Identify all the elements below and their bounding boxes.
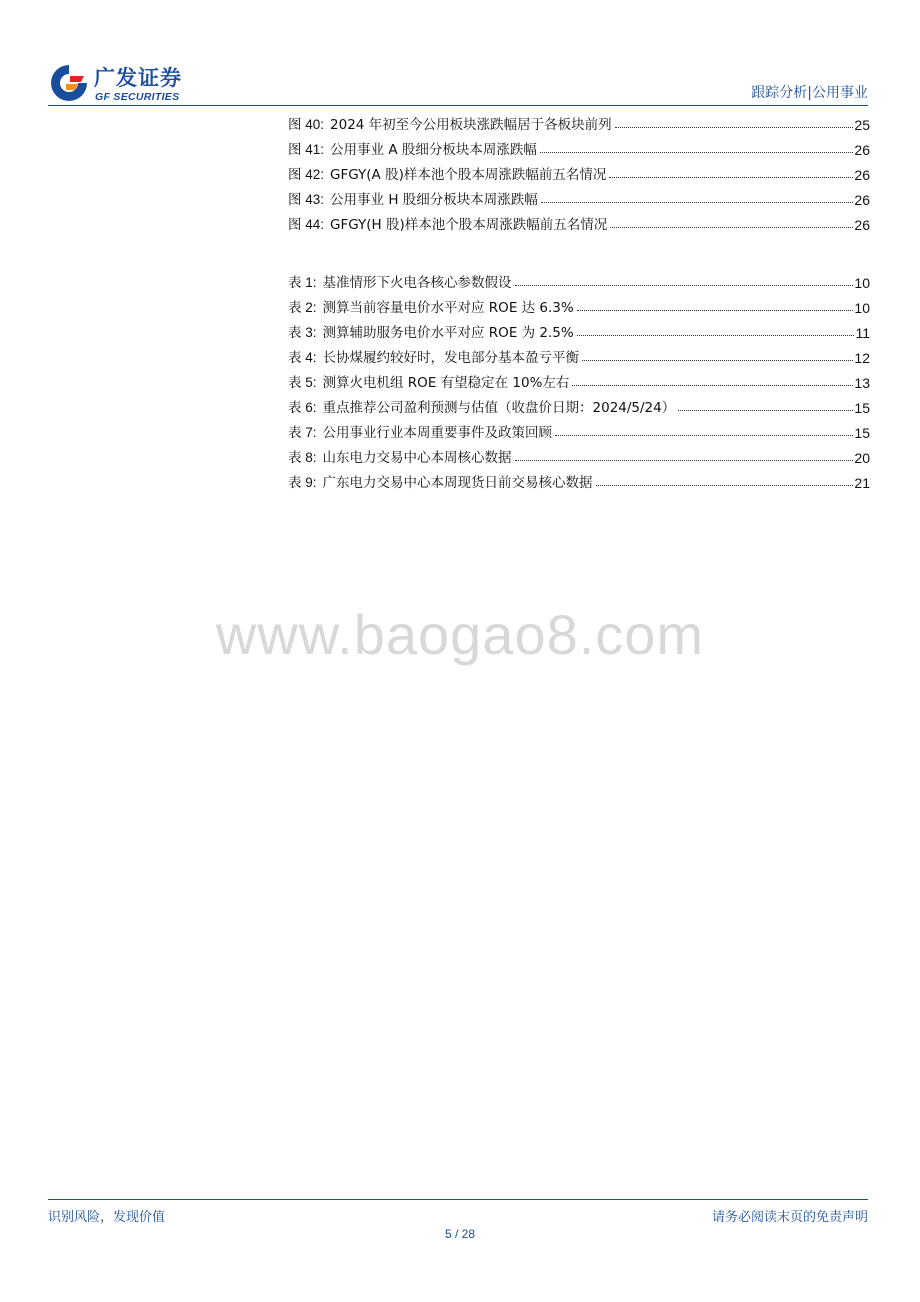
toc-row[interactable]: [288, 441, 870, 466]
brand-name-cn: 广发证券: [94, 66, 182, 90]
toc-row[interactable]: [288, 316, 870, 341]
footer-slogan: 识别风险，发现价值: [48, 1210, 166, 1225]
toc-page: 15: [854, 425, 870, 441]
toc-page: 15: [854, 400, 870, 416]
toc-page: 10: [854, 275, 870, 291]
dot-leader: [515, 284, 854, 286]
dot-leader: [615, 126, 854, 128]
toc-title: 公用事业行业本周重要事件及政策回顾: [322, 425, 553, 441]
toc-number: 表 5:: [288, 375, 317, 390]
toc-page: 21: [854, 475, 870, 491]
toc-number: 表 8:: [288, 450, 317, 465]
toc-row[interactable]: [288, 341, 870, 366]
toc-title: GFGY(H 股)样本池个股本周涨跌幅前五名情况: [330, 217, 608, 233]
dot-leader: [577, 309, 854, 311]
toc-title: 公用事业 H 股细分板块本周涨跌幅: [330, 192, 538, 208]
toc-title: 山东电力交易中心本周核心数据: [322, 450, 512, 466]
dot-leader: [540, 151, 854, 153]
dot-leader: [609, 176, 853, 178]
toc-title: GFGY(A 股)样本池个股本周涨跌幅前五名情况: [330, 167, 607, 183]
brand-name-en: GF SECURITIES: [95, 91, 180, 103]
toc-row[interactable]: [288, 366, 870, 391]
toc-row[interactable]: [288, 266, 870, 291]
toc-page: 13: [854, 375, 870, 391]
dot-leader: [555, 434, 853, 436]
company-logo: [48, 60, 208, 106]
toc-number: 图 42:: [288, 167, 325, 182]
toc-title: 公用事业 A 股细分板块本周涨跌幅: [330, 142, 537, 158]
gf-logo-icon: [48, 62, 90, 104]
toc-page: 11: [855, 325, 870, 341]
toc-number: 表 1:: [288, 275, 317, 290]
toc-title: 广东电力交易中心本周现货日前交易核心数据: [322, 475, 593, 491]
toc-row[interactable]: [288, 158, 870, 183]
toc-page: 26: [854, 142, 870, 158]
footer-divider: [48, 1199, 868, 1200]
toc-number: 图 40:: [288, 117, 325, 132]
toc-page: 26: [854, 167, 870, 183]
figure-list: [288, 108, 870, 233]
dot-leader: [582, 359, 853, 361]
footer-disclaimer: 请务必阅读末页的免责声明: [711, 1210, 868, 1225]
toc-row[interactable]: [288, 183, 870, 208]
toc-row[interactable]: [288, 391, 870, 416]
page-number: 5 / 28: [444, 1227, 476, 1241]
toc-page: 26: [854, 217, 870, 233]
toc-number: 表 4:: [288, 350, 317, 365]
toc-number: 表 7:: [288, 425, 317, 440]
toc-title: 测算火电机组 ROE 有望稳定在 10%左右: [322, 375, 570, 391]
toc-row[interactable]: [288, 108, 870, 133]
toc-title: 测算当前容量电价水平对应 ROE 达 6.3%: [322, 300, 574, 316]
toc-number: 表 9:: [288, 475, 317, 490]
toc-page: 12: [854, 350, 870, 366]
toc-title: 长协煤履约较好时，发电部分基本盈亏平衡: [322, 350, 580, 366]
watermark: www.baogao8.com: [215, 603, 705, 666]
toc-number: 图 44:: [288, 217, 325, 232]
toc-row[interactable]: [288, 133, 870, 158]
toc-number: 图 43:: [288, 192, 325, 207]
toc-title: 基准情形下火电各核心参数假设: [322, 275, 512, 291]
toc-page: 26: [854, 192, 870, 208]
toc-title: 测算辅助服务电价水平对应 ROE 为 2.5%: [322, 325, 574, 341]
dot-leader: [577, 334, 855, 336]
toc-row[interactable]: [288, 416, 870, 441]
toc-page: 25: [854, 117, 870, 133]
toc-number: 表 2:: [288, 300, 317, 315]
toc-page: 10: [854, 300, 870, 316]
header-divider: [48, 105, 868, 106]
toc-row[interactable]: [288, 466, 870, 491]
dot-leader: [678, 409, 853, 411]
dot-leader: [610, 226, 853, 228]
toc-page: 20: [854, 450, 870, 466]
toc-number: 表 3:: [288, 325, 317, 340]
table-list: [288, 266, 870, 491]
toc-title: 重点推荐公司盈利预测与估值（收盘价日期：2024/5/24）: [322, 400, 676, 416]
report-section: 跟踪分析|公用事业: [751, 85, 868, 101]
dot-leader: [596, 484, 854, 486]
toc-number: 表 6:: [288, 400, 317, 415]
toc-number: 图 41:: [288, 142, 325, 157]
toc-title: 2024 年初至今公用板块涨跌幅居于各板块前列: [330, 117, 612, 133]
dot-leader: [572, 384, 853, 386]
dot-leader: [541, 201, 854, 203]
toc-row[interactable]: [288, 291, 870, 316]
dot-leader: [515, 459, 854, 461]
toc-row[interactable]: [288, 208, 870, 233]
